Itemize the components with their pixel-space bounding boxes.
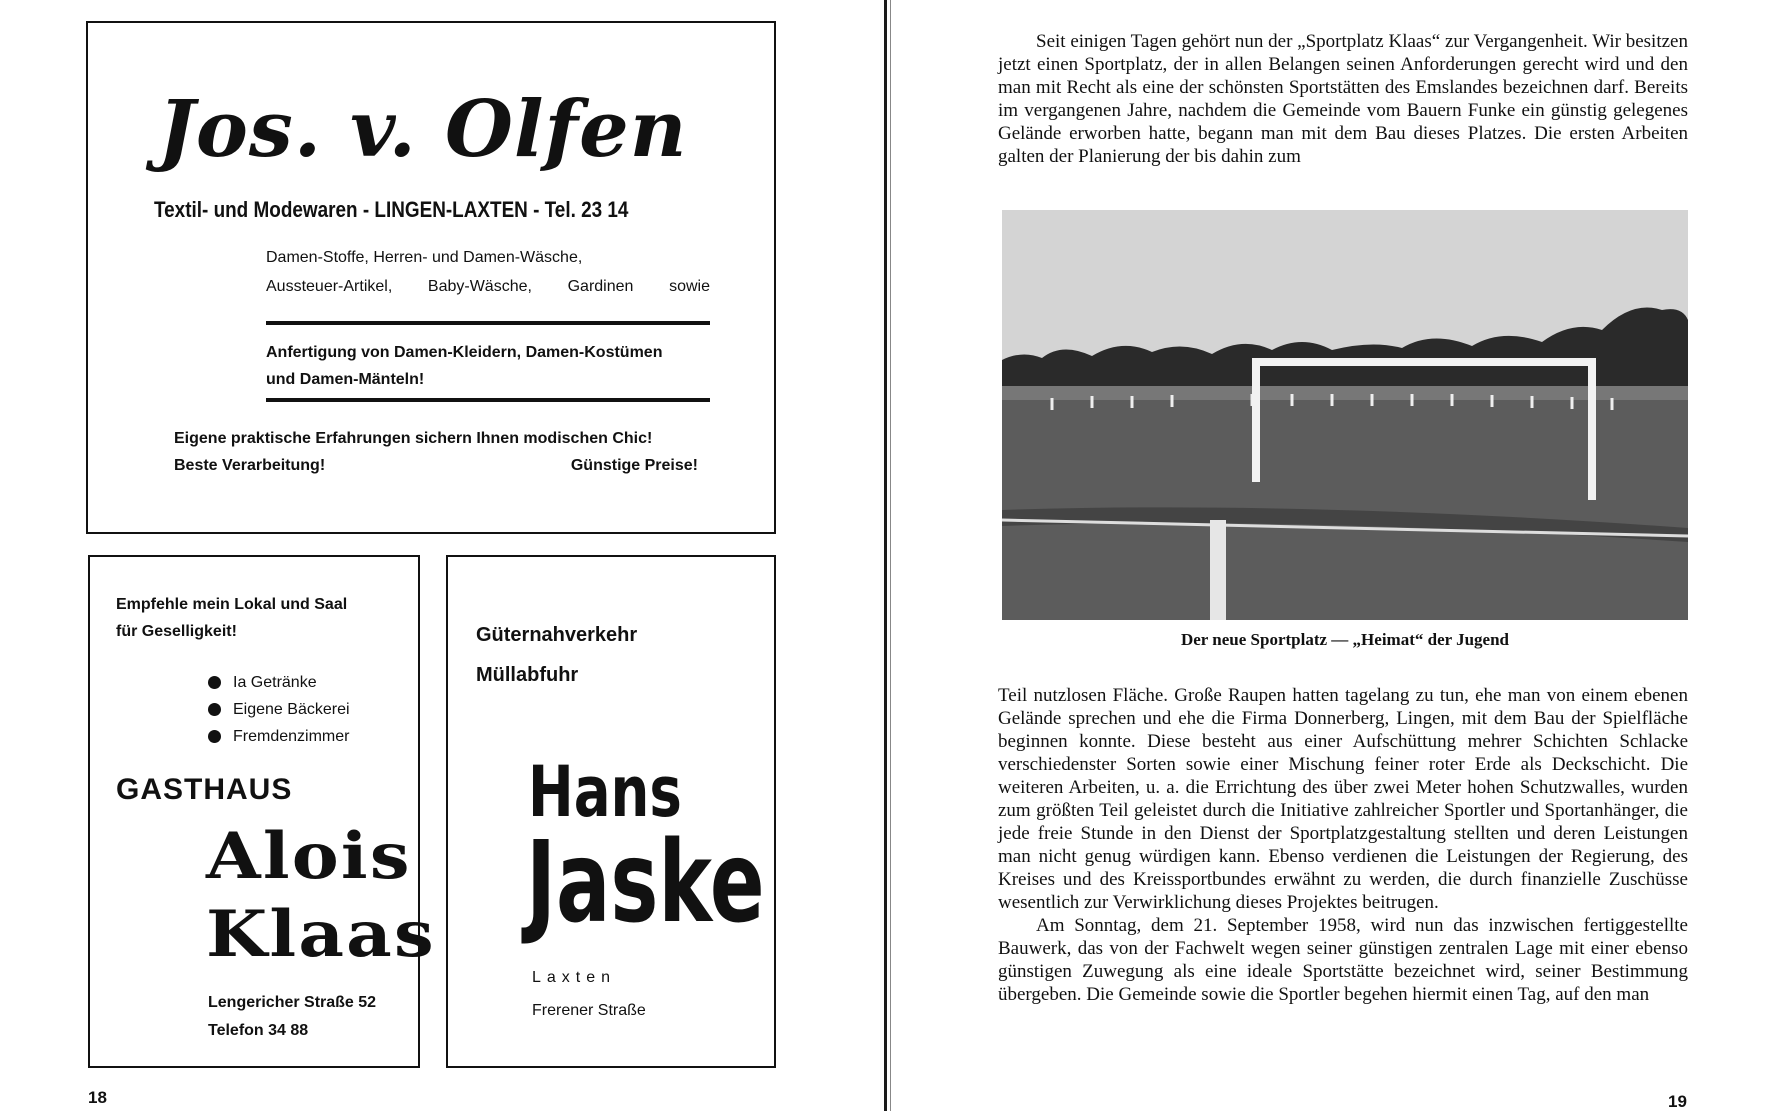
klaas-invite-line2: für Geselligkeit! [116,623,237,640]
olfen-tailoring-line2: und Damen-Mänteln! [266,371,425,388]
list-item [208,696,350,723]
klaas-last-name: Klaas [206,897,436,972]
article-paragraph: Seit einigen Tagen gehört nun der „Sportplatz Klaas“ zur Vergangenheit. Wir besitzen jetzt einen Sportplatz, der in allen Belangen seinen Anforderungen gerecht wird und den man mit Recht als eine der schönsten Sportstätten des Emslandes bezeichnen darf. Bereits im vergangenen Jahre, nachdem die Gemeinde vom Bauern Funke ein günstig gelegenes Gelände erworben hatte, begann man mit dem Bau dieses Platzes. Die ersten Arbeiten galten der Planierung der bis dahin zum [998,31,1688,167]
olfen-goods [266,243,710,301]
goods-word: sowie [669,278,710,295]
olfen-claim-line1: Eigene praktische Erfahrungen sichern Ihnen modischen Chic! [174,430,653,447]
offer-label: Eigene Bäckerei [233,701,350,718]
bullet-icon [208,730,221,743]
jaske-services [476,615,637,695]
olfen-claim-left: Beste Verarbeitung! [174,457,326,474]
olfen-rule-top [266,321,710,325]
page-number-right: 19 [1668,1092,1687,1111]
ad-klaas [88,555,436,1068]
olfen-claim-right: Günstige Preise! [570,457,698,474]
klaas-address [208,989,376,1045]
page-fold [884,0,887,1111]
olfen-claim-line2 [174,452,698,479]
ad-olfen [86,21,776,534]
photo-caption: Der neue Sportplatz — „Heimat“ der Jugend [1180,630,1510,649]
page-number-left: 18 [88,1088,107,1107]
klaas-phone: Telefon 34 88 [208,1022,309,1039]
klaas-invite-line1: Empfehle mein Lokal und Saal [116,596,348,613]
olfen-claim [174,425,698,479]
bullet-icon [208,703,221,716]
jaske-service1: Güternahverkehr [476,624,638,646]
jaske-street: Frerener Straße [532,1002,646,1019]
list-item [208,723,350,750]
olfen-tagline: Textil- und Modewaren - LINGEN-LAXTEN - Tel. 23 14 [154,197,629,222]
klaas-gasthaus-label: GASTHAUS [116,773,293,806]
sportplatz-photo [1002,210,1688,620]
article-paragraph: Teil nutzlosen Fläche. Große Raupen hatten tagelang zu tun, ehe man von einem ebenen Gelände sprechen und ehe die Firma Donnerberg, Lingen, mit dem Bau der Spielfläche beginnen konnte. Diese besteht aus einer Aufschüttung mehrer Schichten Schlacke verschiedenster Sorten sowie einer Mischung feiner roter Erde als Deckschicht. Die weiteren Arbeiten, u. a. die Errichtung des über zwei Meter hohen Schutzwalles, wurden zum größten Teil geleistet durch die Initiative zahlreicher Sportler und Sportanhänger, die jede freie Stunde in den Dienst der Sportplatzgestaltung stellten und deren Leistungen man nicht genug würdigen kann. Ebenso verdienen die Leistungen der Regierung, des Kreises und des Kreissportbundes erwähnt zu werden, die durch finanzielle Zuschüsse wesentlich zur Verwirklichung dieses Projektes beitrugen. [998,685,1688,913]
offer-label: Fremdenzimmer [233,728,350,745]
offer-label: Ia Getränke [233,674,317,691]
jaske-service2: Müllabfuhr [476,664,579,686]
olfen-tailoring-line1: Anfertigung von Damen-Kleidern, Damen-Kostümen [266,344,663,361]
olfen-goods-line2 [266,272,710,301]
jaske-first-name: Hans [528,751,682,833]
bullet-icon [208,676,221,689]
jaske-last-name: Jaske [526,818,765,948]
klaas-invite [116,591,406,645]
olfen-tailoring [266,339,710,393]
article-top [998,30,1688,168]
jaske-place: Laxten [532,969,617,986]
olfen-goods-line1: Damen-Stoffe, Herren- und Damen-Wäsche, [266,249,583,266]
article-bottom [998,684,1688,1006]
olfen-logo-name: Jos. v. Olfen [158,84,688,175]
goods-word: Gardinen [567,278,634,295]
klaas-street: Lengericher Straße 52 [208,994,377,1011]
list-item [208,669,350,696]
klaas-first-name: Alois [206,819,412,894]
goods-word: Aussteuer-Artikel, [266,278,393,295]
article-paragraph: Am Sonntag, dem 21. September 1958, wird nun das inzwischen fertiggestellte Bauwerk, das von der Fachwelt wegen seiner günstigen zentralen Lage mit einer ebenso günstigen Zuwegung als eine ideale Sportstätte bezeichnet wird, seiner Bestimmung übergeben. Die Gemeinde sowie die Sportler begehen hiermit einen Tag, auf den man [998,915,1688,1005]
sportplatz-photo-image [1002,210,1688,620]
ad-jaske [446,555,776,1068]
goods-word: Baby-Wäsche, [427,278,532,295]
olfen-rule-bottom [266,398,710,402]
klaas-offers [208,669,350,750]
page-fold-shadow [890,0,891,1111]
